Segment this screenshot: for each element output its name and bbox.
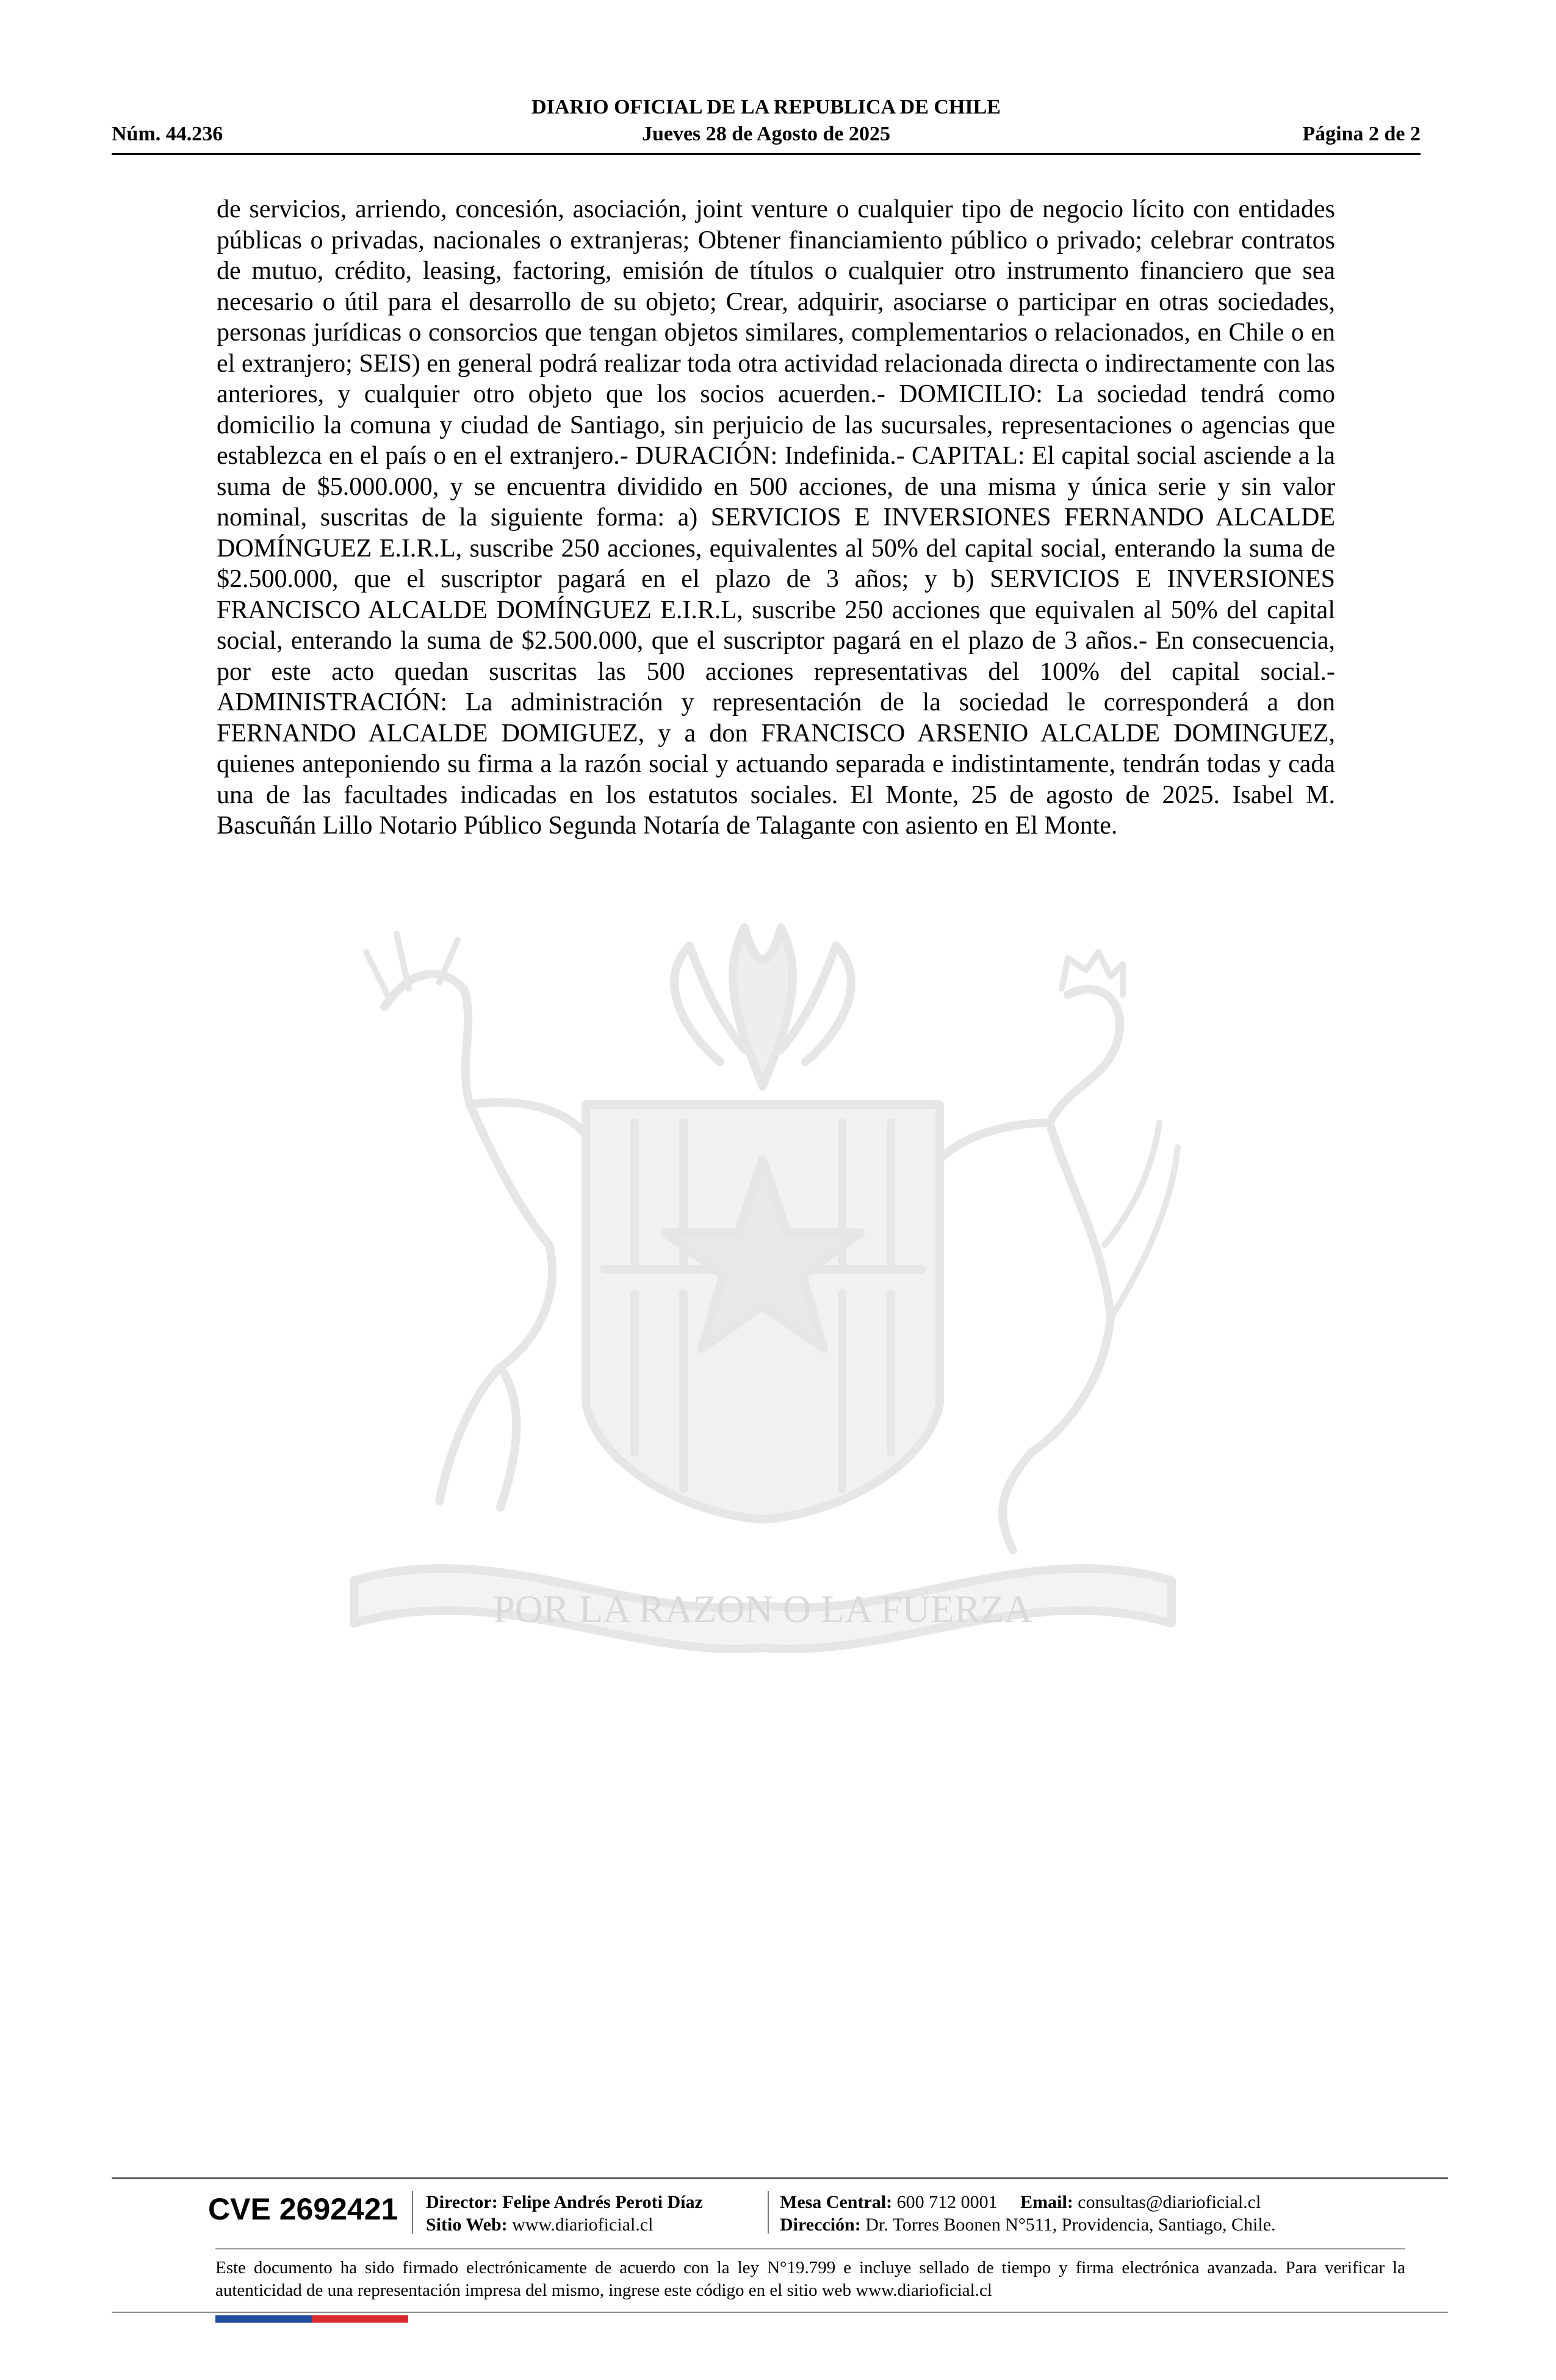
flag-stripe-red [312,2315,408,2323]
director-label: Director: [426,2192,498,2212]
flag-stripe-blue [215,2315,312,2323]
chile-coat-of-arms-icon [317,903,1208,1660]
footer-separator [412,2191,413,2234]
page-header [112,95,1421,156]
header-divider [112,153,1421,155]
signature-note: Este documento ha sido firmado electrónicamente de acuerdo con la ley N°19.799 e incluye sellado de tiempo y firma electrónica avanzada. Para verificar la autenticidad de una representación impresa del mismo, ingrese este código en el sitio web www.diarioficial.cl [215,2258,1405,2300]
footer-mid-rule [215,2248,1405,2249]
footer-bottom-rule [112,2312,1448,2313]
page-footer [112,2177,1448,2330]
cve-code: CVE 2692421 [208,2192,398,2226]
header-meta-row [112,121,1421,148]
director-name: Felipe Andrés Peroti Díaz [502,2192,703,2212]
publication-title: DIARIO OFICIAL DE LA REPUBLICA DE CHILE [531,96,1001,118]
website-link[interactable]: www.diarioficial.cl [512,2215,654,2235]
address-label: Dirección: [780,2215,861,2235]
footer-separator [768,2191,769,2234]
footer-contact-block [780,2191,1276,2236]
mesa-label: Mesa Central: [780,2192,893,2212]
issue-date: Jueves 28 de Agosto de 2025 [641,123,891,145]
email-label: Email: [1020,2192,1073,2212]
body-text: de servicios, arriendo, concesión, asociación, joint venture o cualquier tipo de negocio lícito con entidades públicas o privadas, nacionales o extranjeras; Obtener financiamiento público o privado; celebrar contratos de mutuo, crédito, leasing, factoring, emisión de títulos o cualquier otro instrumento financiero que sea necesario o útil para el desarrollo de su objeto; Crear, adquirir, asociarse o participar en otras sociedades, personas jurídicas o consorcios que tengan objetos similares, complementarios o relacionados, en Chile o en el extranjero; SEIS) en general podrá realizar toda otra actividad relacionada directa o indirectamente con las anteriores, y cualquier otro objeto que los socios acuerden.- DOMICILIO: La sociedad tendrá como domicilio la comuna y ciudad de Santiago, sin perjuicio de las sucursales, representaciones o agencias que establezca en el país o en el extranjero.- DURACIÓN: Indefinida.- CAPITAL: El capital social asciende a la suma de $5.000.000, y se encuentra dividido en 500 acciones, de una misma y única serie y sin valor nominal, suscritas de la siguiente forma: a) SERVICIOS E INVERSIONES FERNANDO ALCALDE DOMÍNGUEZ E.I.R.L, suscribe 250 acciones, equivalentes al 50% del capital social, enterando la suma de $2.500.000, que el suscriptor pagará en el plazo de 3 años; y b) SERVICIOS E INVERSIONES FRANCISCO ALCALDE DOMÍNGUEZ E.I.R.L, suscribe 250 acciones que equivalen al 50% del capital social, enterando la suma de $2.500.000, que el suscriptor pagará en el plazo de 3 años.- En consecuencia, por este acto quedan suscritas las 500 acciones representativas del 100% del capital social.- ADMINISTRACIÓN: La administración y representación de la sociedad le corresponderá a don FERNANDO ALCALDE DOMIGUEZ, y a don FRANCISCO ARSENIO ALCALDE DOMINGUEZ, quienes anteponiendo su firma a la razón social y actuando separada e indistintamente, tendrán todas y cada una de las facultades indicadas en los estatutos sociales. El Monte, 25 de agosto de 2025. Isabel M. Bascuñán Lillo Notario Público Segunda Notaría de Talagante con asiento en El Monte. [217,195,1335,840]
footer-director-block [426,2191,703,2236]
issue-number: Núm. 44.236 [112,123,223,145]
mesa-phone: 600 712 0001 [896,2192,998,2212]
watermark-motto: POR LA RAZON O LA FUERZA [493,1587,1032,1631]
email-link[interactable]: consultas@diarioficial.cl [1078,2192,1261,2212]
footer-top-rule [112,2177,1448,2179]
page-indicator: Página 2 de 2 [1302,123,1421,145]
address-value: Dr. Torres Boonen N°511, Providencia, Santiago, Chile. [865,2215,1276,2235]
website-label: Sitio Web: [426,2215,508,2235]
